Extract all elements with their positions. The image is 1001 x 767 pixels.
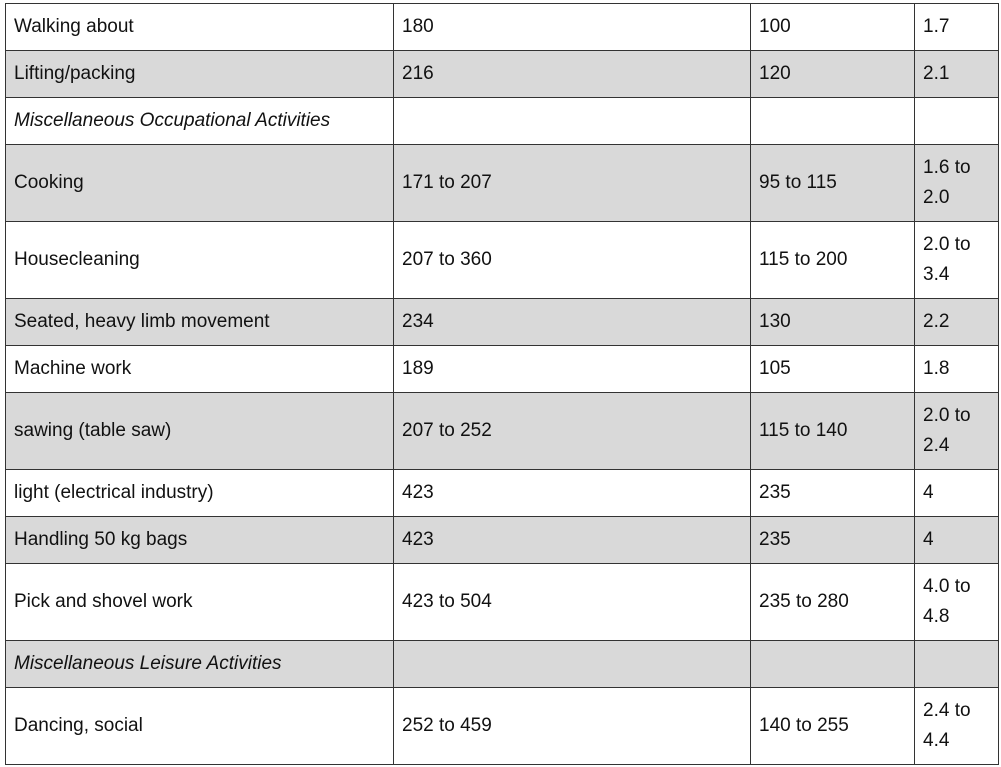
met-cell: 4 <box>915 470 999 517</box>
table-row <box>6 470 999 517</box>
met-cell: 2.2 <box>915 299 999 346</box>
met-cell: 1.6 to 2.0 <box>915 145 999 222</box>
value-cell: 423 <box>394 517 751 564</box>
met-cell: 2.1 <box>915 51 999 98</box>
section-header-row <box>6 641 999 688</box>
activity-cell: Lifting/packing <box>6 51 394 98</box>
table-row <box>6 346 999 393</box>
value-cell: 423 to 504 <box>394 564 751 641</box>
section-title: Miscellaneous Occupational Activities <box>6 98 394 145</box>
value-cell: 100 <box>751 4 915 51</box>
table-row <box>6 393 999 470</box>
activity-cell: Walking about <box>6 4 394 51</box>
value-cell: 115 to 200 <box>751 222 915 299</box>
activity-cell: Cooking <box>6 145 394 222</box>
met-cell <box>915 98 999 145</box>
metabolic-rate-table <box>5 3 999 765</box>
value-cell <box>751 98 915 145</box>
value-cell: 180 <box>394 4 751 51</box>
activity-cell: Dancing, social <box>6 688 394 765</box>
activity-cell: light (electrical industry) <box>6 470 394 517</box>
value-cell: 171 to 207 <box>394 145 751 222</box>
table-row <box>6 299 999 346</box>
section-header-row <box>6 98 999 145</box>
value-cell: 140 to 255 <box>751 688 915 765</box>
value-cell <box>394 641 751 688</box>
value-cell: 216 <box>394 51 751 98</box>
value-cell: 130 <box>751 299 915 346</box>
value-cell: 207 to 252 <box>394 393 751 470</box>
value-cell: 189 <box>394 346 751 393</box>
table-row <box>6 517 999 564</box>
value-cell: 235 <box>751 470 915 517</box>
value-cell: 95 to 115 <box>751 145 915 222</box>
met-cell: 2.4 to 4.4 <box>915 688 999 765</box>
met-cell: 1.8 <box>915 346 999 393</box>
value-cell: 423 <box>394 470 751 517</box>
value-cell: 235 <box>751 517 915 564</box>
value-cell: 115 to 140 <box>751 393 915 470</box>
value-cell: 235 to 280 <box>751 564 915 641</box>
value-cell <box>751 641 915 688</box>
met-cell: 4 <box>915 517 999 564</box>
activity-cell: Housecleaning <box>6 222 394 299</box>
table-row <box>6 222 999 299</box>
value-cell: 252 to 459 <box>394 688 751 765</box>
met-cell: 2.0 to 2.4 <box>915 393 999 470</box>
met-cell: 2.0 to 3.4 <box>915 222 999 299</box>
table-row <box>6 4 999 51</box>
table-row <box>6 51 999 98</box>
activity-cell: Machine work <box>6 346 394 393</box>
value-cell: 105 <box>751 346 915 393</box>
activity-cell: sawing (table saw) <box>6 393 394 470</box>
met-cell: 4.0 to 4.8 <box>915 564 999 641</box>
value-cell: 234 <box>394 299 751 346</box>
activity-cell: Pick and shovel work <box>6 564 394 641</box>
table-row <box>6 564 999 641</box>
met-cell <box>915 641 999 688</box>
met-cell: 1.7 <box>915 4 999 51</box>
activity-cell: Seated, heavy limb movement <box>6 299 394 346</box>
table-row <box>6 145 999 222</box>
activity-cell: Handling 50 kg bags <box>6 517 394 564</box>
section-title: Miscellaneous Leisure Activities <box>6 641 394 688</box>
value-cell <box>394 98 751 145</box>
value-cell: 120 <box>751 51 915 98</box>
value-cell: 207 to 360 <box>394 222 751 299</box>
table-row <box>6 688 999 765</box>
